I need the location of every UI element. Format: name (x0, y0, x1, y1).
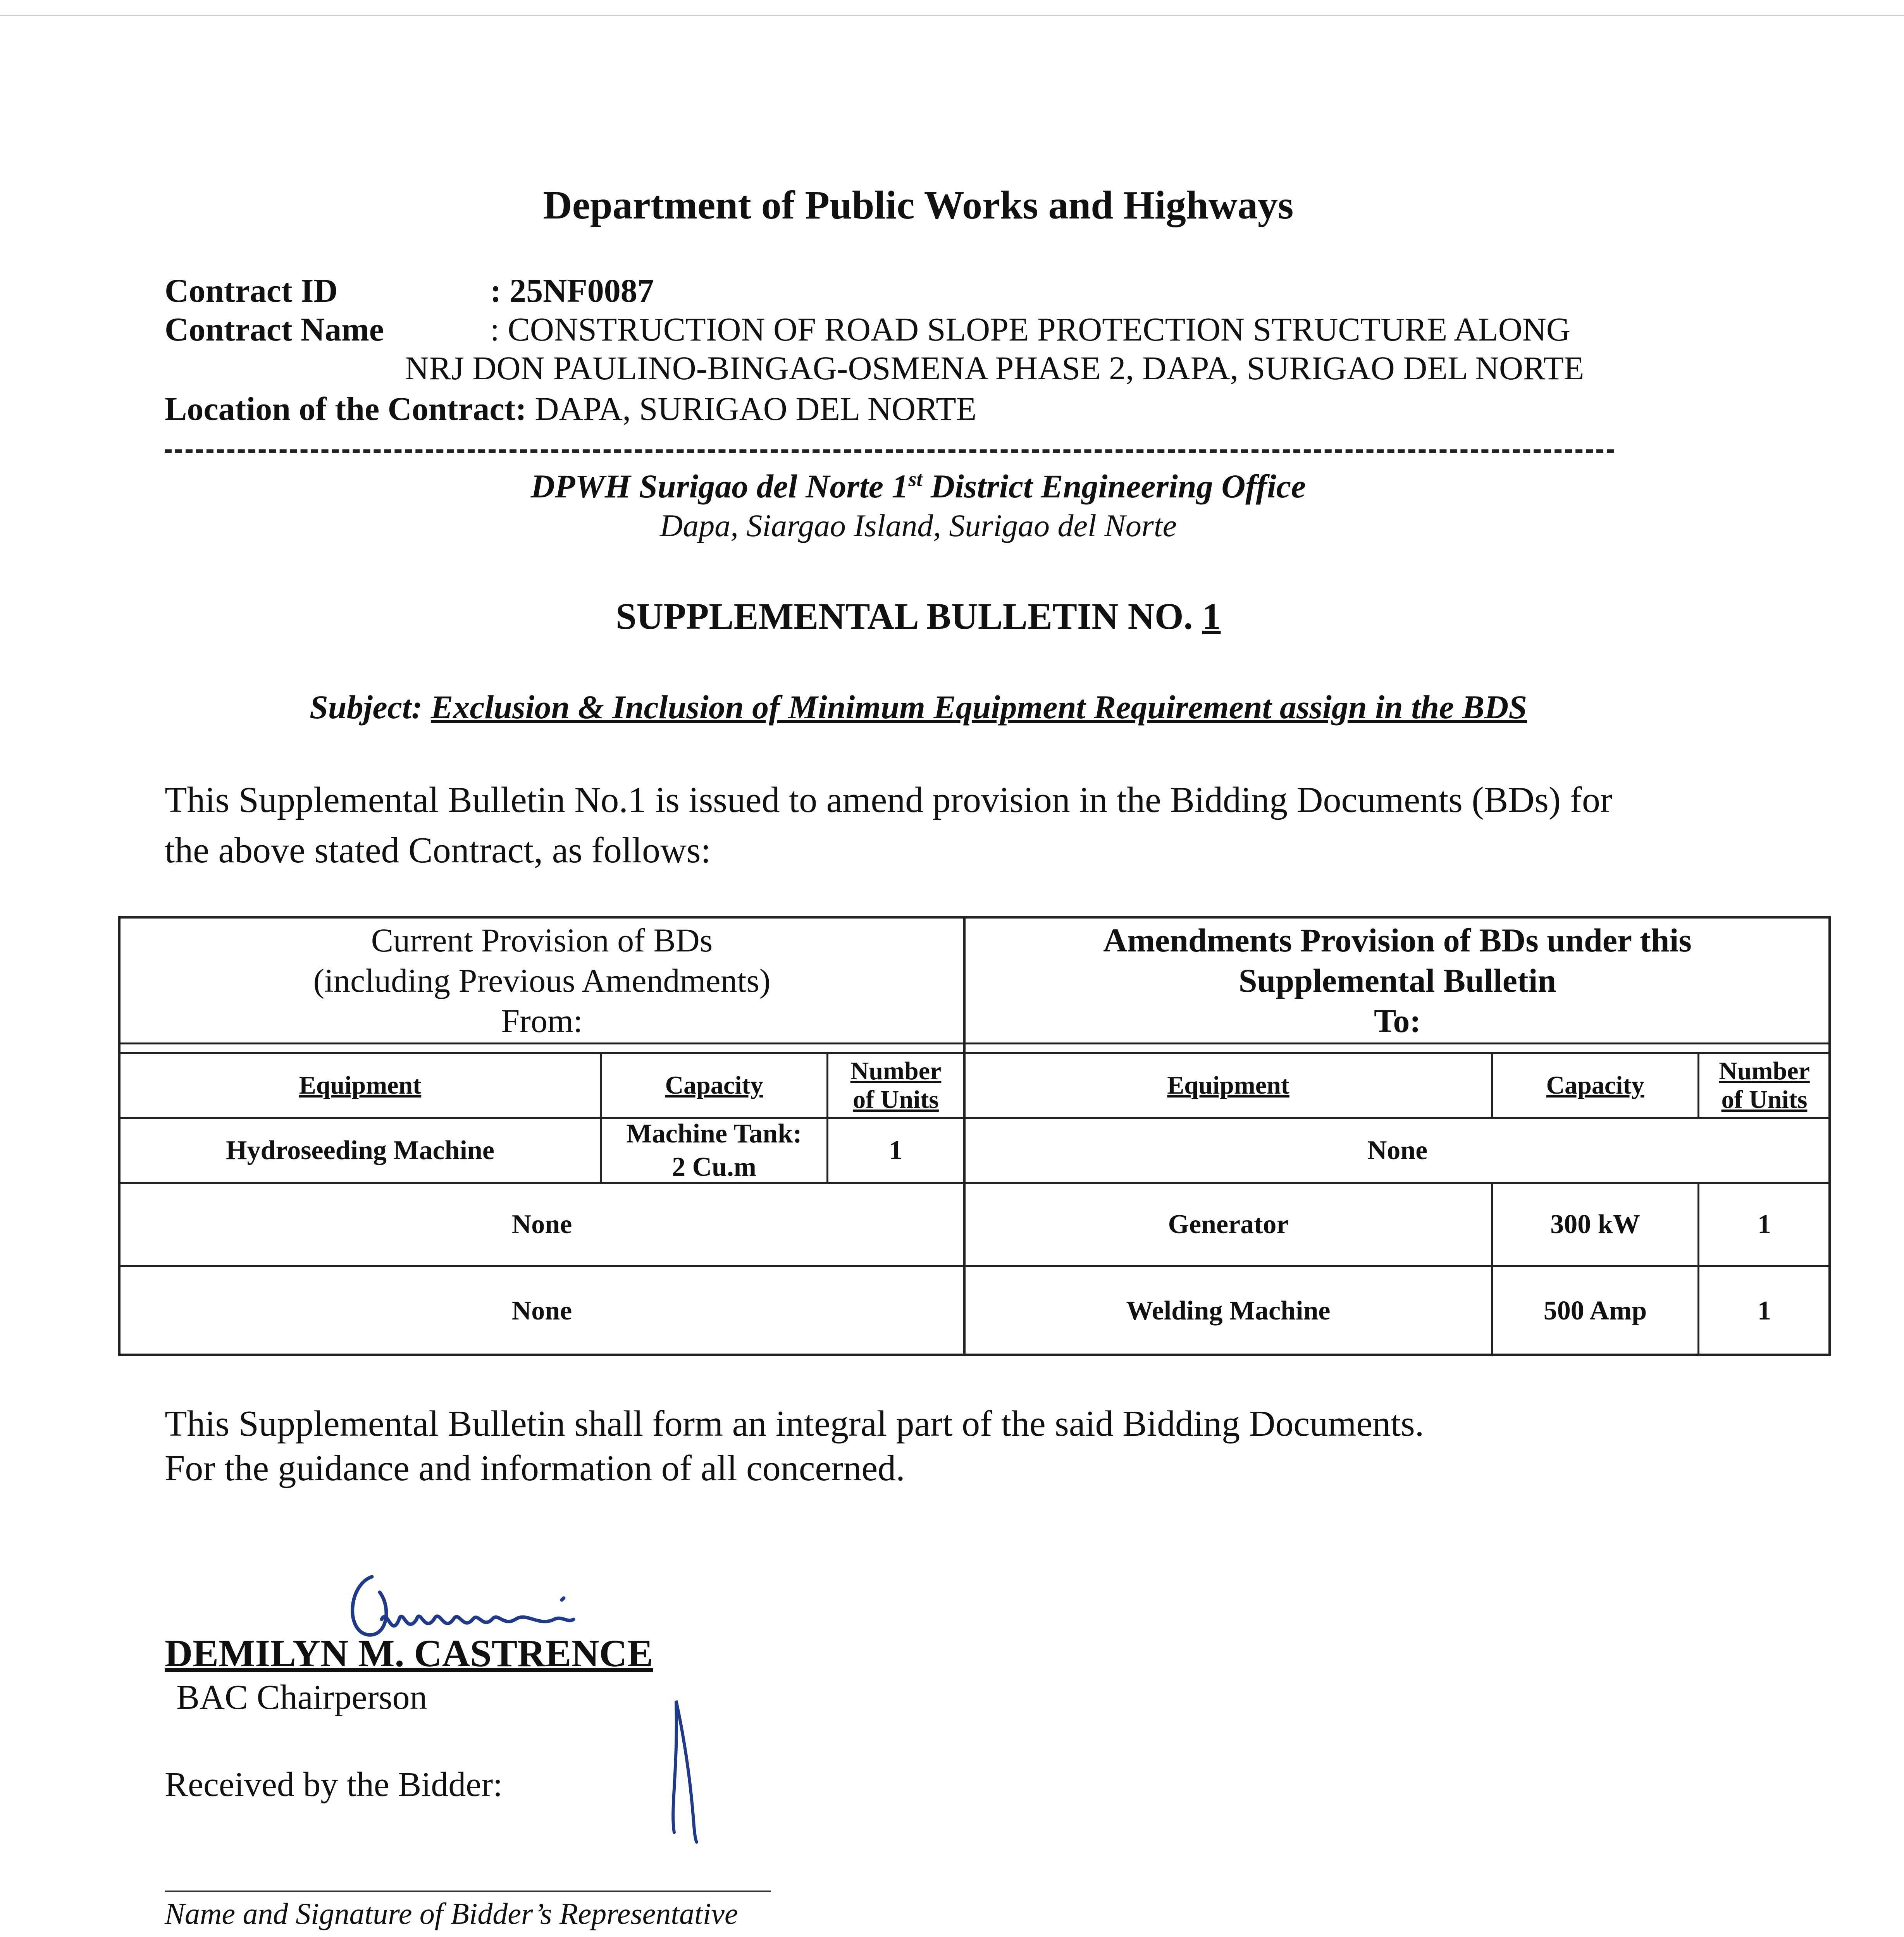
header-dashed-divider (165, 449, 1614, 453)
left-units-header-line2: of Units (853, 1085, 939, 1114)
right-provision-header (966, 919, 1829, 1042)
row3-to-units: 1 (1758, 1295, 1771, 1326)
contract-name-label: Contract Name (165, 311, 384, 348)
row3-from-none: None (511, 1295, 572, 1326)
right-header-line2: Supplemental Bulletin (1238, 962, 1556, 999)
row1-from-capacity-line1: Machine Tank: (626, 1118, 802, 1149)
department-title: Department of Public Works and Highways (543, 183, 1294, 227)
left-provision-header (121, 919, 963, 1042)
office-name-prefix: DPWH Surigao del Norte 1 (530, 468, 909, 505)
left-equipment-header: Equipment (299, 1071, 422, 1099)
left-units-header (828, 1054, 963, 1117)
right-header-line3: To: (1374, 1002, 1421, 1039)
bulletin-number: 1 (1202, 595, 1221, 637)
right-equipment-header: Equipment (1167, 1071, 1289, 1099)
left-capacity-header: Capacity (665, 1071, 763, 1099)
received-by-label: Received by the Bidder: (165, 1765, 503, 1804)
amendment-table (118, 916, 1831, 1356)
bulletin-title (0, 595, 1837, 638)
intro-line1: This Supplemental Bulletin No.1 is issued to amend provision in the Bidding Documents (BDs) for (165, 780, 1613, 820)
row1-from-capacity (602, 1119, 826, 1182)
office-address: Dapa, Siargao Island, Surigao del Norte (659, 508, 1177, 543)
right-units-header-line2: of Units (1721, 1085, 1808, 1114)
row2-to-equipment: Generator (1168, 1209, 1289, 1239)
office-name-suffix: District Engineering Office (922, 468, 1306, 505)
location-label: Location of the Contract: (165, 390, 527, 427)
row2-to-units: 1 (1758, 1209, 1771, 1239)
location-row (165, 389, 976, 428)
closing-line2: For the guidance and information of all concerned. (165, 1448, 905, 1488)
row2-to-capacity: 300 kW (1550, 1209, 1640, 1239)
bulletin-title-prefix: SUPPLEMENTAL BULLETIN NO. (616, 595, 1202, 637)
office-name (0, 467, 1837, 506)
row1-from-units: 1 (889, 1135, 903, 1165)
intro-line2: the above stated Contract, as follows: (165, 830, 711, 870)
subject-line (0, 688, 1837, 726)
row2-from-none: None (511, 1209, 572, 1239)
row1-from-capacity-line2: 2 Cu.m (672, 1152, 756, 1182)
subject-text: Exclusion & Inclusion of Minimum Equipment Requirement assign in the BDS (430, 688, 1527, 726)
office-name-sup: st (908, 467, 923, 491)
name-signature-label: Name and Signature of Bidder’s Representative (165, 1897, 738, 1930)
signatory-name: DEMILYN M. CASTRENCE (165, 1632, 653, 1675)
contract-name-line2: NRJ DON PAULINO-BINGAG-OSMENA PHASE 2, DAPA, SURIGAO DEL NORTE (405, 349, 1584, 387)
right-header-line1: Amendments Provision of BDs under this (1103, 922, 1692, 959)
contract-id-label: Contract ID (165, 272, 338, 309)
right-capacity-header: Capacity (1546, 1071, 1644, 1099)
row1-to-none: None (1367, 1135, 1428, 1165)
location-value: DAPA, SURIGAO DEL NORTE (535, 390, 977, 427)
contract-id-value: : 25NF0087 (490, 272, 654, 309)
right-units-header (1699, 1054, 1829, 1117)
closing-line1: This Supplemental Bulletin shall form an integral part of the said Bidding Documents. (165, 1404, 1424, 1444)
right-units-header-line1: Number (1719, 1057, 1810, 1085)
scan-edge-line (0, 15, 1904, 16)
contract-name-line1: : CONSTRUCTION OF ROAD SLOPE PROTECTION STRUCTURE ALONG (490, 311, 1571, 348)
name-signature-line (165, 1891, 771, 1892)
bidder-initial-mark (651, 1693, 705, 1844)
left-header-line2: (including Previous Amendments) (313, 962, 771, 999)
left-header-line3: From: (501, 1002, 583, 1039)
subject-label: Subject: (309, 688, 423, 726)
table-header-double-line-1 (121, 1042, 1829, 1044)
signatory-position: BAC Chairperson (176, 1678, 427, 1717)
left-header-line1: Current Provision of BDs (371, 922, 713, 959)
row3-to-capacity: 500 Amp (1543, 1295, 1647, 1326)
left-units-header-line1: Number (850, 1057, 942, 1085)
row1-from-equipment: Hydroseeding Machine (226, 1135, 494, 1165)
row3-to-equipment: Welding Machine (1126, 1295, 1331, 1326)
